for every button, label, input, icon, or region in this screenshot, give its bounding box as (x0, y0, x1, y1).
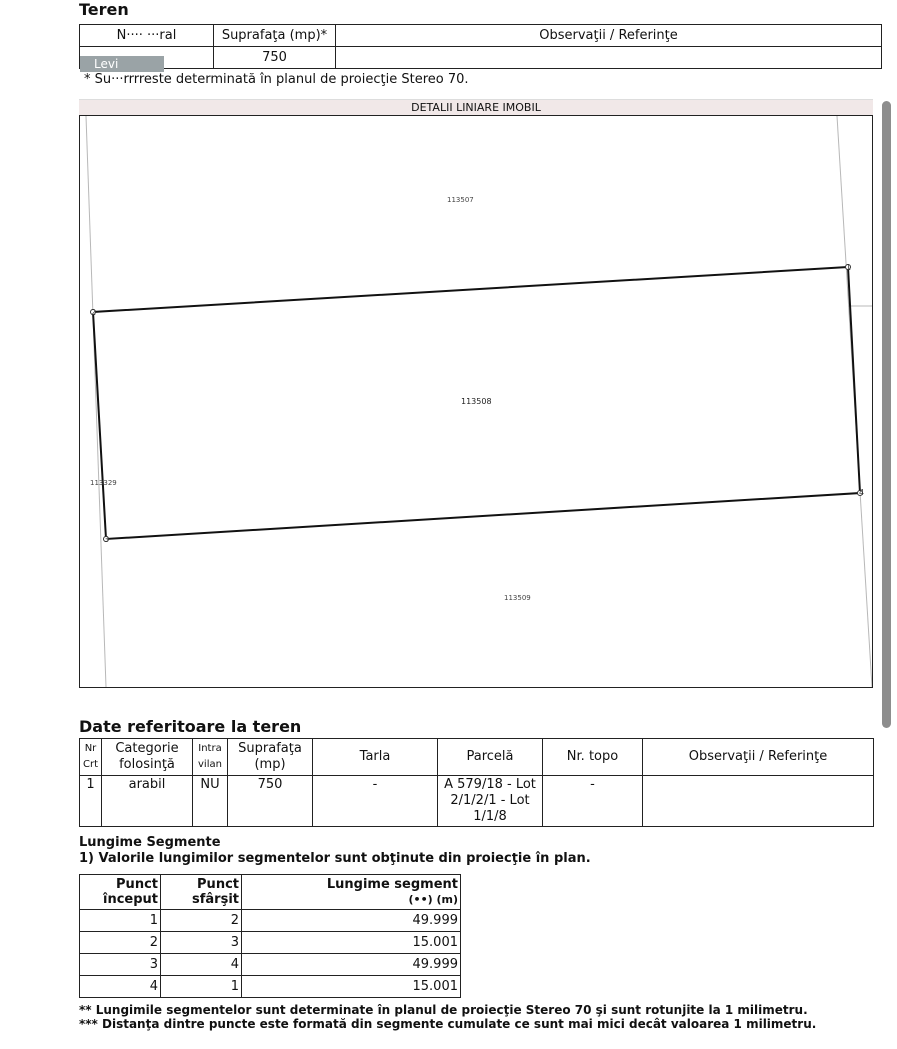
parcel-plan-svg (80, 116, 872, 687)
teren-value-observatii (336, 47, 882, 69)
teren-header-suprafata: Suprafaţa (mp)* (214, 25, 336, 47)
parcel-id-top: 113507 (447, 196, 474, 204)
footnote-3: *** Distanţa dintre puncte este formată din segmente cumulate ce sunt mai mici decât valoarea 1 milimetru. (79, 1017, 817, 1031)
cell-observatii (643, 776, 874, 827)
seg-end: 3 (161, 932, 242, 954)
table-row (80, 910, 461, 932)
segment-table (79, 874, 461, 998)
seg-length: 49.999 (242, 954, 461, 976)
seg-header-length-unit: (••) (m) (408, 893, 458, 906)
seg-end: 1 (161, 976, 242, 998)
header-suprafata: Suprafaţa (mp) (228, 739, 313, 776)
header-parcela: Parcelă (438, 739, 543, 776)
point-label-4: 4 (859, 488, 865, 497)
teren-header-nr-cadastral: N···· ···ral (80, 25, 214, 47)
seg-header-end: Punct sfârşit (161, 875, 242, 910)
date-teren-table (79, 738, 874, 827)
parcel-id-bottom: 113509 (504, 594, 531, 602)
header-observatii: Observaţii / Referinţe (643, 739, 874, 776)
table-row (80, 932, 461, 954)
overlay-badge: Levi (80, 56, 164, 72)
section-title-teren: Teren (79, 0, 129, 19)
seg-start: 4 (80, 976, 161, 998)
seg-header-length-label (244, 877, 458, 907)
point-label-1: 1 (846, 263, 852, 272)
seg-header-length-text: Lungime segment (326, 877, 458, 892)
boundary-line-left (86, 116, 106, 687)
seg-end: 2 (161, 910, 242, 932)
seg-header-start: Punct început (80, 875, 161, 910)
seg-end: 4 (161, 954, 242, 976)
parcel-id-main: 113508 (461, 397, 492, 406)
segment-subtitle: 1) Valorile lungimilor segmentelor sunt obţinute din proiecţie în plan. (79, 851, 591, 866)
teren-header-observatii: Observaţii / Referinţe (336, 25, 882, 47)
teren-value-suprafata: 750 (214, 47, 336, 69)
suprafata-note: * Su···rrrreste determinată în planul de proiecţie Stereo 70. (84, 72, 469, 87)
point-label-3: 3 (104, 535, 110, 544)
header-nr-crt: Nr Crt (80, 739, 102, 776)
vertical-scrollbar[interactable] (882, 101, 891, 728)
table-row (80, 976, 461, 998)
seg-start: 3 (80, 954, 161, 976)
cell-nr: 1 (80, 776, 102, 827)
header-intravilan: Intra vilan (193, 739, 228, 776)
parcel-id-left: 113329 (90, 479, 117, 487)
seg-header-length (242, 875, 461, 910)
seg-length: 15.001 (242, 976, 461, 998)
cell-intravilan: NU (193, 776, 228, 827)
cell-categorie: arabil (102, 776, 193, 827)
section-title-date-teren: Date referitoare la teren (79, 717, 302, 736)
segment-title: Lungime Segmente (79, 835, 221, 850)
point-label-2: 2 (91, 308, 97, 317)
footnotes (79, 1003, 816, 1031)
header-tarla: Tarla (313, 739, 438, 776)
cell-suprafata: 750 (228, 776, 313, 827)
cell-parcela: A 579/18 - Lot 2/1/2/1 - Lot 1/1/8 (438, 776, 543, 827)
cell-tarla: - (313, 776, 438, 827)
seg-start: 1 (80, 910, 161, 932)
seg-length: 49.999 (242, 910, 461, 932)
plan-drawing (79, 115, 873, 688)
table-row (80, 954, 461, 976)
cell-nr-topo: - (543, 776, 643, 827)
seg-length: 15.001 (242, 932, 461, 954)
seg-start: 2 (80, 932, 161, 954)
teren-table (79, 24, 882, 69)
header-categorie: Categorie folosinţă (102, 739, 193, 776)
footnote-2: ** Lungimile segmentelor sunt determinate în planul de proiecţie Stereo 70 şi sunt rotunjite la 1 milimetru. (79, 1003, 808, 1017)
segment-section-heading (79, 835, 591, 867)
header-nr-topo: Nr. topo (543, 739, 643, 776)
plan-header: DETALII LINIARE IMOBIL (79, 99, 873, 116)
